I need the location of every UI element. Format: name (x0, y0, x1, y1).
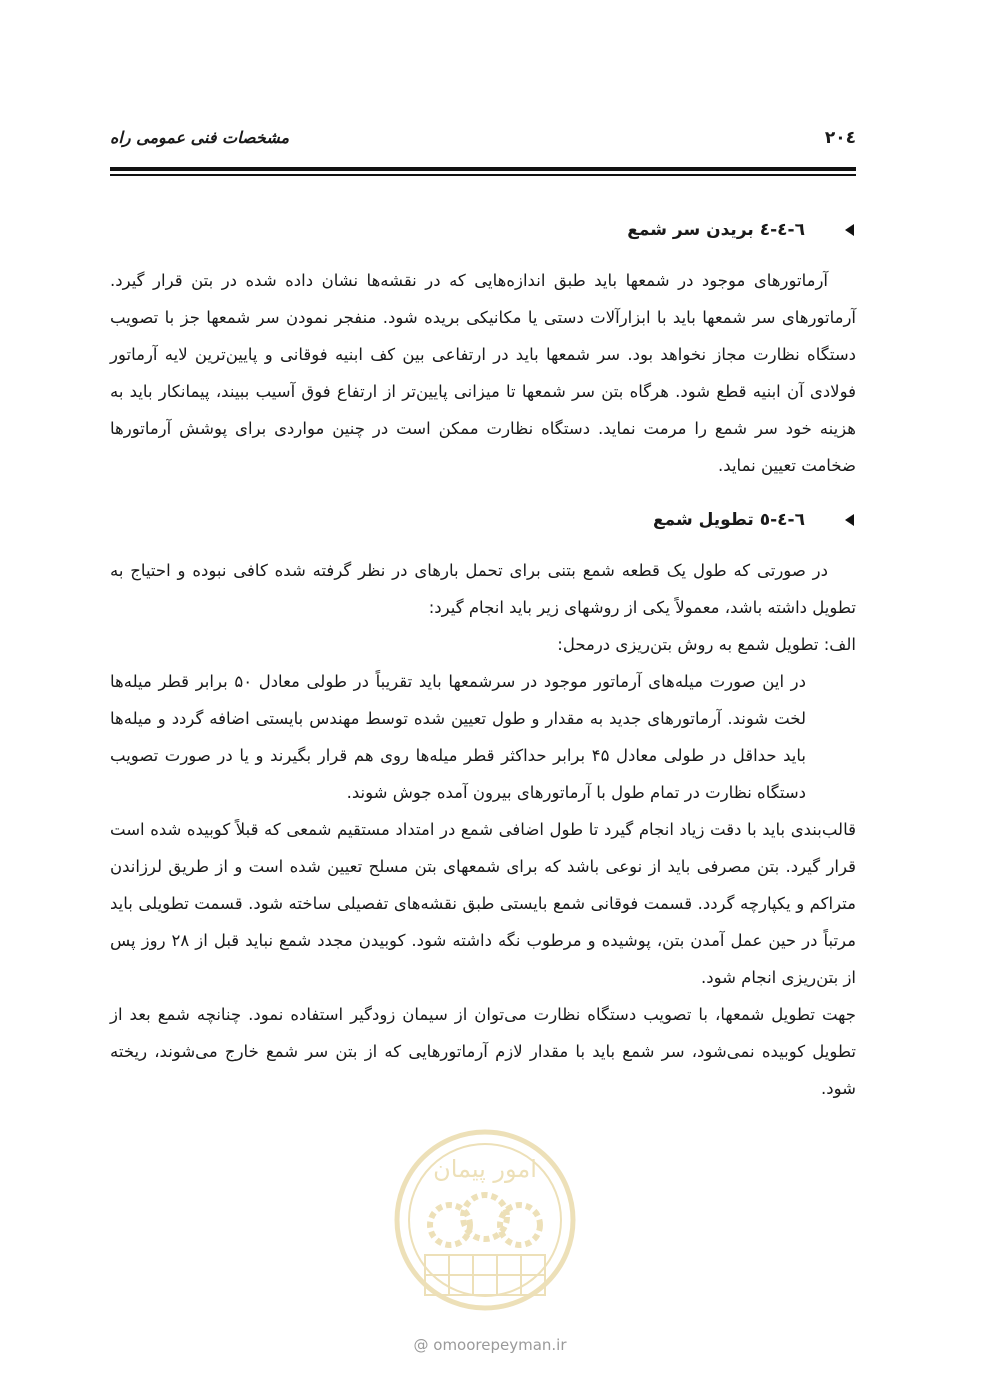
body-content (110, 212, 856, 1107)
list-item-label: الف: تطویل شمع به روش بتن‌ریزی درمحل: (557, 635, 856, 654)
seal-text: امور پیمان (433, 1155, 537, 1183)
section-heading (110, 502, 856, 538)
section-heading-text: ٦-٤-٤ بریدن سر شمع (627, 220, 805, 240)
triangle-bullet-icon (845, 224, 854, 236)
paragraph: قالب‌بندی باید با دقت زیاد انجام گیرد تا طول اضافی شمع در امتداد مستقیم شمعی که قبلاً کوبیده شده است قرار گیرد. بتن مصرفی باید از نوعی باشد که برای شمعهای بتن مسلح تعیین شده است و از طریق لرزاندن متراکم و یکپارچه گردد. قسمت فوقانی شمع بایستی طبق نقشه‌های تفصیلی ساخته شود. قسمت تطویلی باید مرتباً در حین عمل آمدن بتن، پوشیده و مرطوب نگه داشته شود. کوبیدن مجدد شمع نباید قبل از ۲۸ روز پس از بتن‌ریزی انجام شود. (110, 820, 856, 987)
header-rule-thick (110, 167, 856, 171)
paragraph: آرماتورهای موجود در شمعها باید طبق اندازه‌هایی که در نقشه‌ها نشان داده شده در بتن قرار گیرد. آرماتورهای سر شمعها باید با ابزارآلات دستی یا مکانیکی بریده شود. منفجر نمودن سر شمعها جز با تصویب دستگاه نظارت مجاز نخواهد بود. سر شمعها باید در ارتفاعی بین کف ابنیه فوقانی و پایین‌ترین لایه آرماتور فولادی آن ابنیه قطع شود. هرگاه بتن سر شمعها تا میزانی پایین‌تر از ارتفاع فوق آسیب ببیند، پیمانکار باید به هزینه خود سر شمع را مرمت نماید. دستگاه نظارت ممکن است در چنین مواردی برای پوشش آرماتورها ضخامت تعیین نماید. (110, 271, 856, 475)
header-rule-thin (110, 174, 856, 176)
paragraph: در صورتی که طول یک قطعه شمع بتنی برای تحمل بارهای در نظر گرفته شده کافی نبوده و احتیاج به تطویل داشته باشد، معمولاً یکی از روشهای زیر باید انجام گیرد: (110, 561, 856, 617)
running-title: مشخصات فنی عمومی راه (110, 128, 290, 147)
page-header (110, 128, 856, 156)
section-heading (110, 212, 856, 248)
page-number: ۲۰٤ (824, 128, 856, 148)
triangle-bullet-icon (845, 514, 854, 526)
list-item-body: در این صورت میله‌های آرماتور موجود در سرشمعها باید تقریباً در طولی معادل ۵۰ برابر قطر میله‌ها لخت شوند. آرماتورهای جدید به مقدار و طول تعیین شده توسط مهندس بایستی اضافه گردد و میله‌ها باید حداقل در طولی معادل ۴۵ برابر حداکثر قطر میله‌ها روی هم قرار بگیرند و یا در صورت تصویب دستگاه نظارت در تمام طول با آرماتورهای بیرون آمده جوش شوند. (110, 672, 807, 802)
watermark-url: @ omoorepeyman.ir (413, 1336, 567, 1354)
section-heading-text: ٦-٤-٥ تطویل شمع (652, 510, 805, 530)
seal-watermark-icon (390, 1125, 580, 1315)
paragraph: جهت تطویل شمعها، با تصویب دستگاه نظارت می‌توان از سیمان زودگیر استفاده نمود. چنانچه شمع بعد از تطویل کوبیده نمی‌شود، سر شمع باید با مقدار لازم آرماتورهایی که از بتن سر شمع خارج می‌شوند، ریخته شود. (110, 1005, 856, 1098)
